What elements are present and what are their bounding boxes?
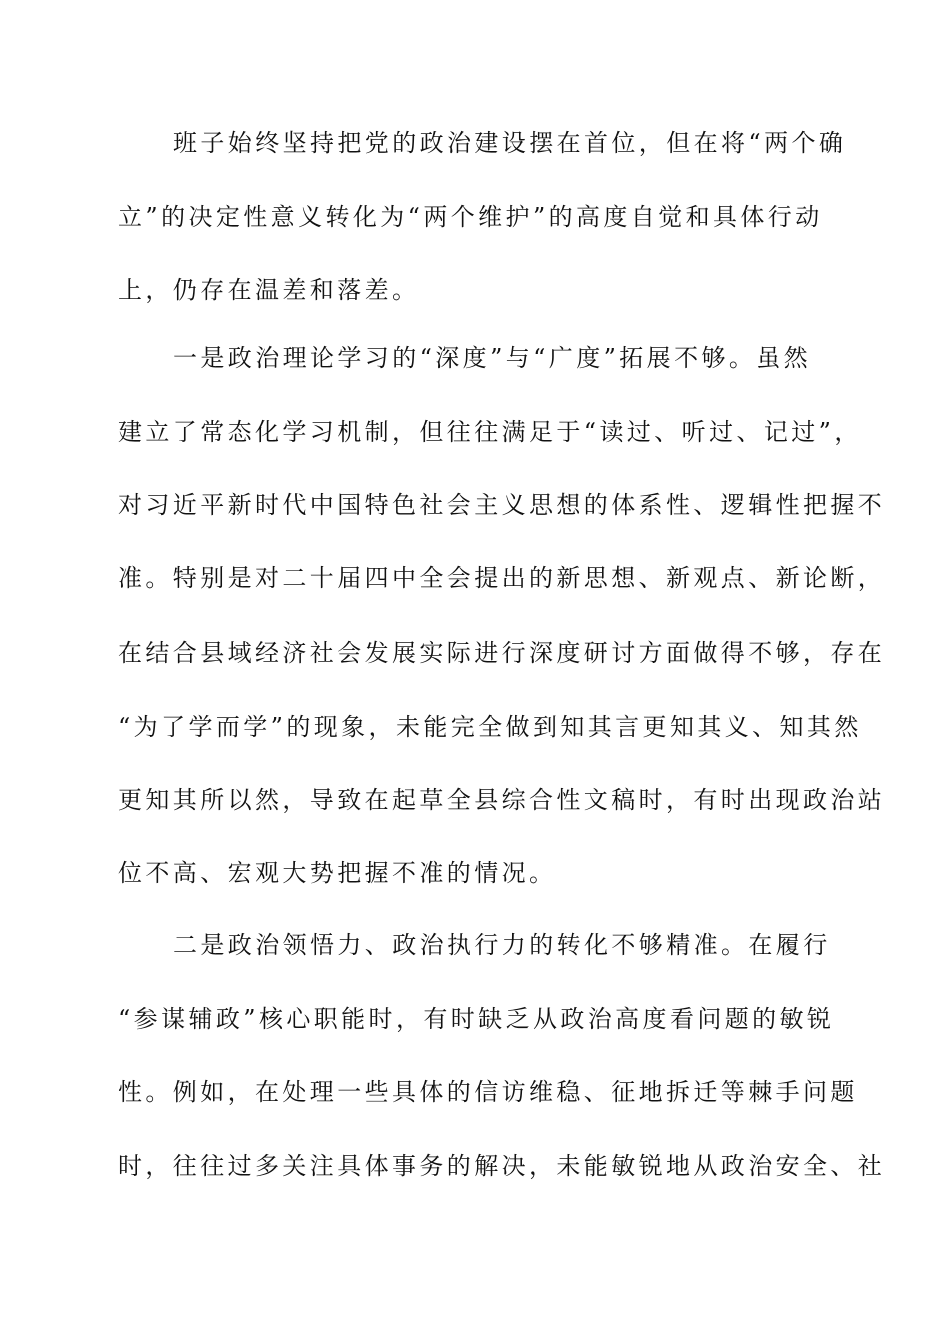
paragraph-1-line: 上，仍存在温差和落差。	[118, 276, 420, 304]
paragraph-2-line: 位不高、宏观大势把握不准的情况。	[118, 859, 557, 887]
paragraph-3-line: 二是政治领悟力、政治执行力的转化不够精准。在履行	[173, 931, 831, 959]
paragraph-3-line: 性。例如，在处理一些具体的信访维稳、征地拆迁等棘手问题	[118, 1078, 858, 1106]
paragraph-2-line: 一是政治理论学习的“深度”与“广度”拓展不够。虽然	[173, 344, 812, 372]
paragraph-2-line: 准。特别是对二十届四中全会提出的新思想、新观点、新论断，	[118, 564, 886, 592]
paragraph-2-line: 对习近平新时代中国特色社会主义思想的体系性、逻辑性把握不	[118, 491, 886, 519]
paragraph-2-line: “为了学而学”的现象，未能完全做到知其言更知其义、知其然	[118, 713, 862, 741]
paragraph-1-line: 班子始终坚持把党的政治建设摆在首位，但在将“两个确	[173, 129, 847, 157]
paragraph-3-line: “参谋辅政”核心职能时，有时缺乏从政治高度看问题的敏锐	[118, 1005, 835, 1033]
paragraph-3-line: 时，往往过多关注具体事务的解决，未能敏锐地从政治安全、社	[118, 1152, 886, 1180]
paragraph-2-line: 建立了常态化学习机制，但往往满足于“读过、听过、记过”，	[118, 418, 862, 446]
paragraph-2-line: 更知其所以然，导致在起草全县综合性文稿时，有时出现政治站	[118, 786, 886, 814]
paragraph-1-line: 立”的决定性意义转化为“两个维护”的高度自觉和具体行动	[118, 203, 823, 231]
paragraph-2-line: 在结合县域经济社会发展实际进行深度研讨方面做得不够，存在	[118, 639, 886, 667]
